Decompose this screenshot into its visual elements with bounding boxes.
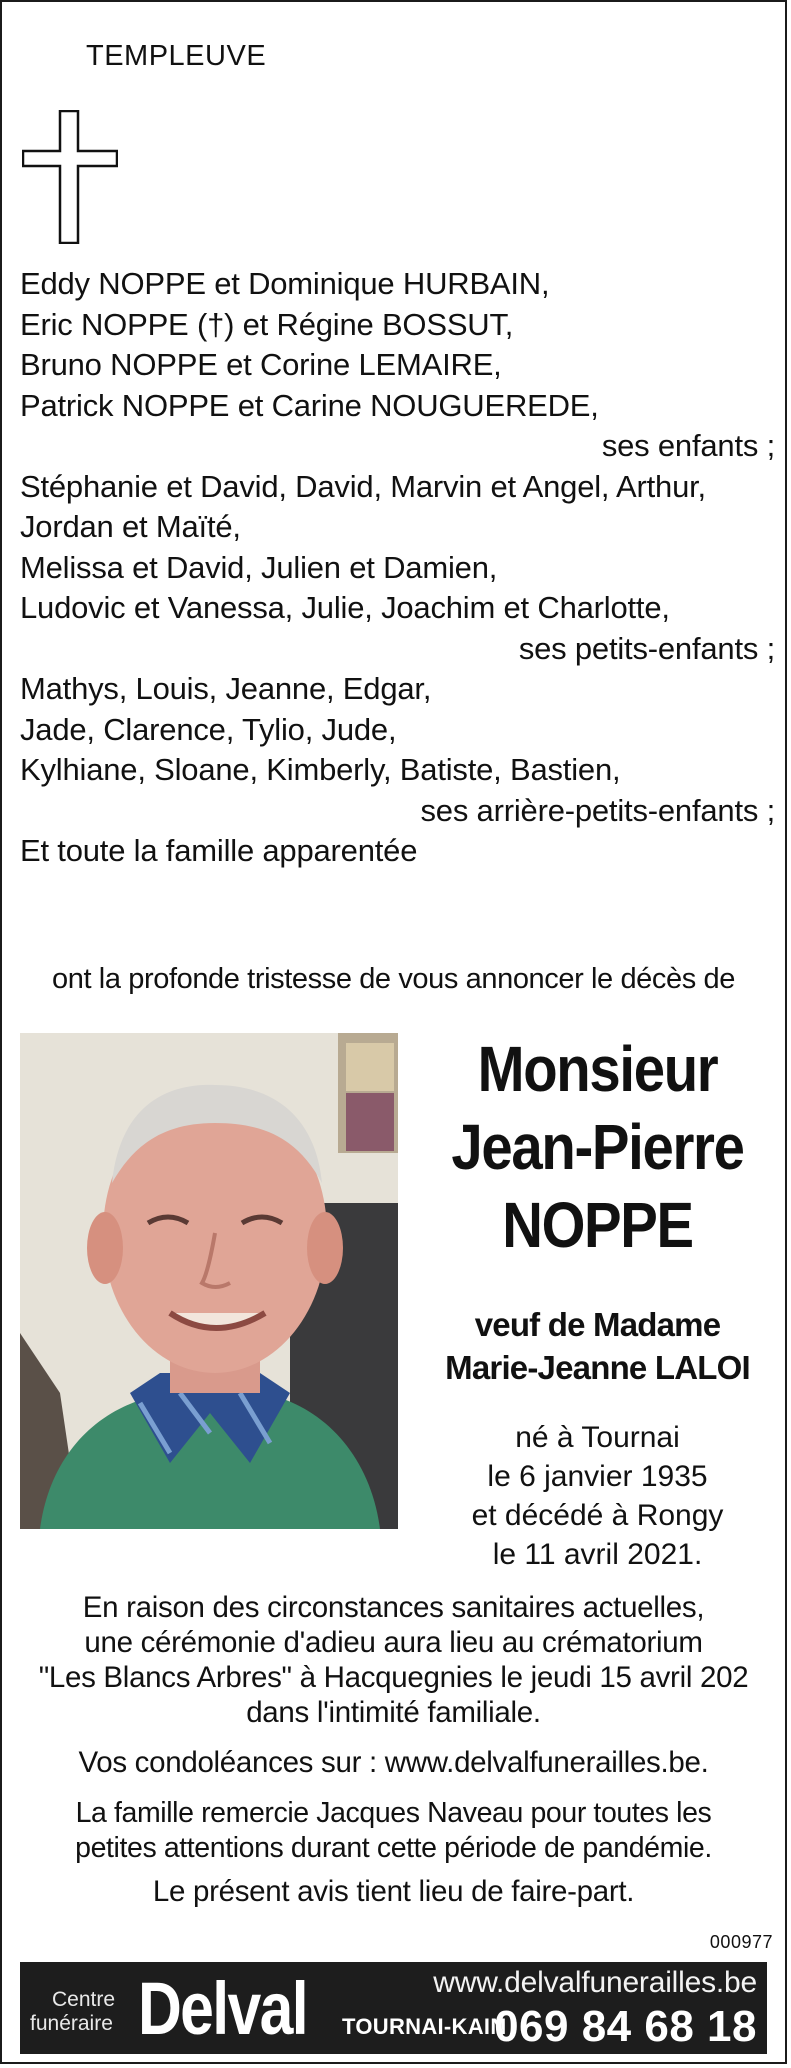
died-date: le 11 avril 2021. (492, 1538, 703, 1571)
family-line: Eric NOPPE (†) et Régine BOSSUT, (20, 306, 514, 342)
family-list (20, 264, 775, 872)
ceremony-line-3: "Les Blancs Arbres" à Hacquegnies le jeudi 15 avril 202 (38, 1661, 749, 1694)
thanks-line-2: petites attentions durant cette période de pandémie. (75, 1832, 712, 1864)
family-relation-label: ses enfants ; (601, 428, 775, 463)
footer-city: TOURNAI-KAIN (342, 2014, 507, 2039)
thanks-text (0, 1796, 787, 1866)
family-line: Melissa et David, Julien et Damien, (20, 549, 498, 585)
name-last: NOPPE (502, 1189, 693, 1261)
ceremony-line-1: En raison des circonstances sanitaires actuelles, (82, 1591, 705, 1624)
family-line: Jordan et Maïté, (20, 509, 241, 544)
widow-line-2: Marie-Jeanne LALOI (445, 1349, 750, 1386)
footer-phone: 069 84 68 18 (494, 2002, 757, 2051)
name-first: Jean-Pierre (451, 1111, 744, 1183)
widow-info (420, 1303, 775, 1389)
latin-cross-icon (22, 110, 118, 249)
ceremony-line-4: dans l'intimité familiale. (246, 1696, 541, 1729)
deceased-portrait (20, 1033, 398, 1529)
life-dates (420, 1418, 775, 1574)
footer-website: www.delvalfunerailles.be (433, 1966, 757, 1999)
funeral-home-footer (20, 1962, 767, 2054)
footer-brand-logo: Delval (138, 1967, 307, 2050)
family-line: Patrick NOPPE et Carine NOUGUEREDE, (20, 387, 599, 423)
born-date: le 6 janvier 1935 (487, 1460, 708, 1493)
family-line: Mathys, Louis, Jeanne, Edgar, (20, 671, 432, 706)
thanks-line-1: La famille remercie Jacques Naveau pour toutes les (75, 1797, 712, 1829)
reference-number: 000977 (709, 1932, 773, 1952)
family-line: Kylhiane, Sloane, Kimberly, Batiste, Bastien, (20, 752, 621, 787)
ceremony-info (0, 1590, 787, 1730)
widow-line-1: veuf de Madame (474, 1306, 721, 1343)
ceremony-line-2: une cérémonie d'adieu aura lieu au crématorium (84, 1626, 703, 1659)
announcement-intro: ont la profonde tristesse de vous annoncer le décès de (52, 963, 735, 995)
family-line: Bruno NOPPE et Corine LEMAIRE, (20, 347, 502, 382)
died-place: et décédé à Rongy (471, 1499, 724, 1532)
location-heading: TEMPLEUVE (86, 40, 267, 72)
footer-centre-line-2: funéraire (30, 2012, 113, 2035)
condolences-link: Vos condoléances sur : www.delvalfunerailles.be. (78, 1746, 709, 1779)
notice-text: Le présent avis tient lieu de faire-part. (152, 1875, 635, 1908)
family-line: Ludovic et Vanessa, Julie, Joachim et Charlotte, (20, 590, 670, 625)
born-place: né à Tournai (515, 1421, 680, 1454)
deceased-name (420, 1030, 775, 1264)
family-line: Stéphanie et David, David, Marvin et Angel, Arthur, (20, 468, 706, 504)
family-relation-label: ses petits-enfants ; (518, 630, 775, 666)
footer-centre-label (30, 1988, 140, 2036)
family-line: Jade, Clarence, Tylio, Jude, (20, 711, 397, 747)
family-line: Et toute la famille apparentée (20, 833, 418, 868)
footer-centre-line-1: Centre (52, 1988, 116, 2011)
family-relation-label: ses arrière-petits-enfants ; (420, 792, 775, 828)
name-title: Monsieur (477, 1033, 718, 1105)
family-line: Eddy NOPPE et Dominique HURBAIN, (20, 266, 550, 301)
